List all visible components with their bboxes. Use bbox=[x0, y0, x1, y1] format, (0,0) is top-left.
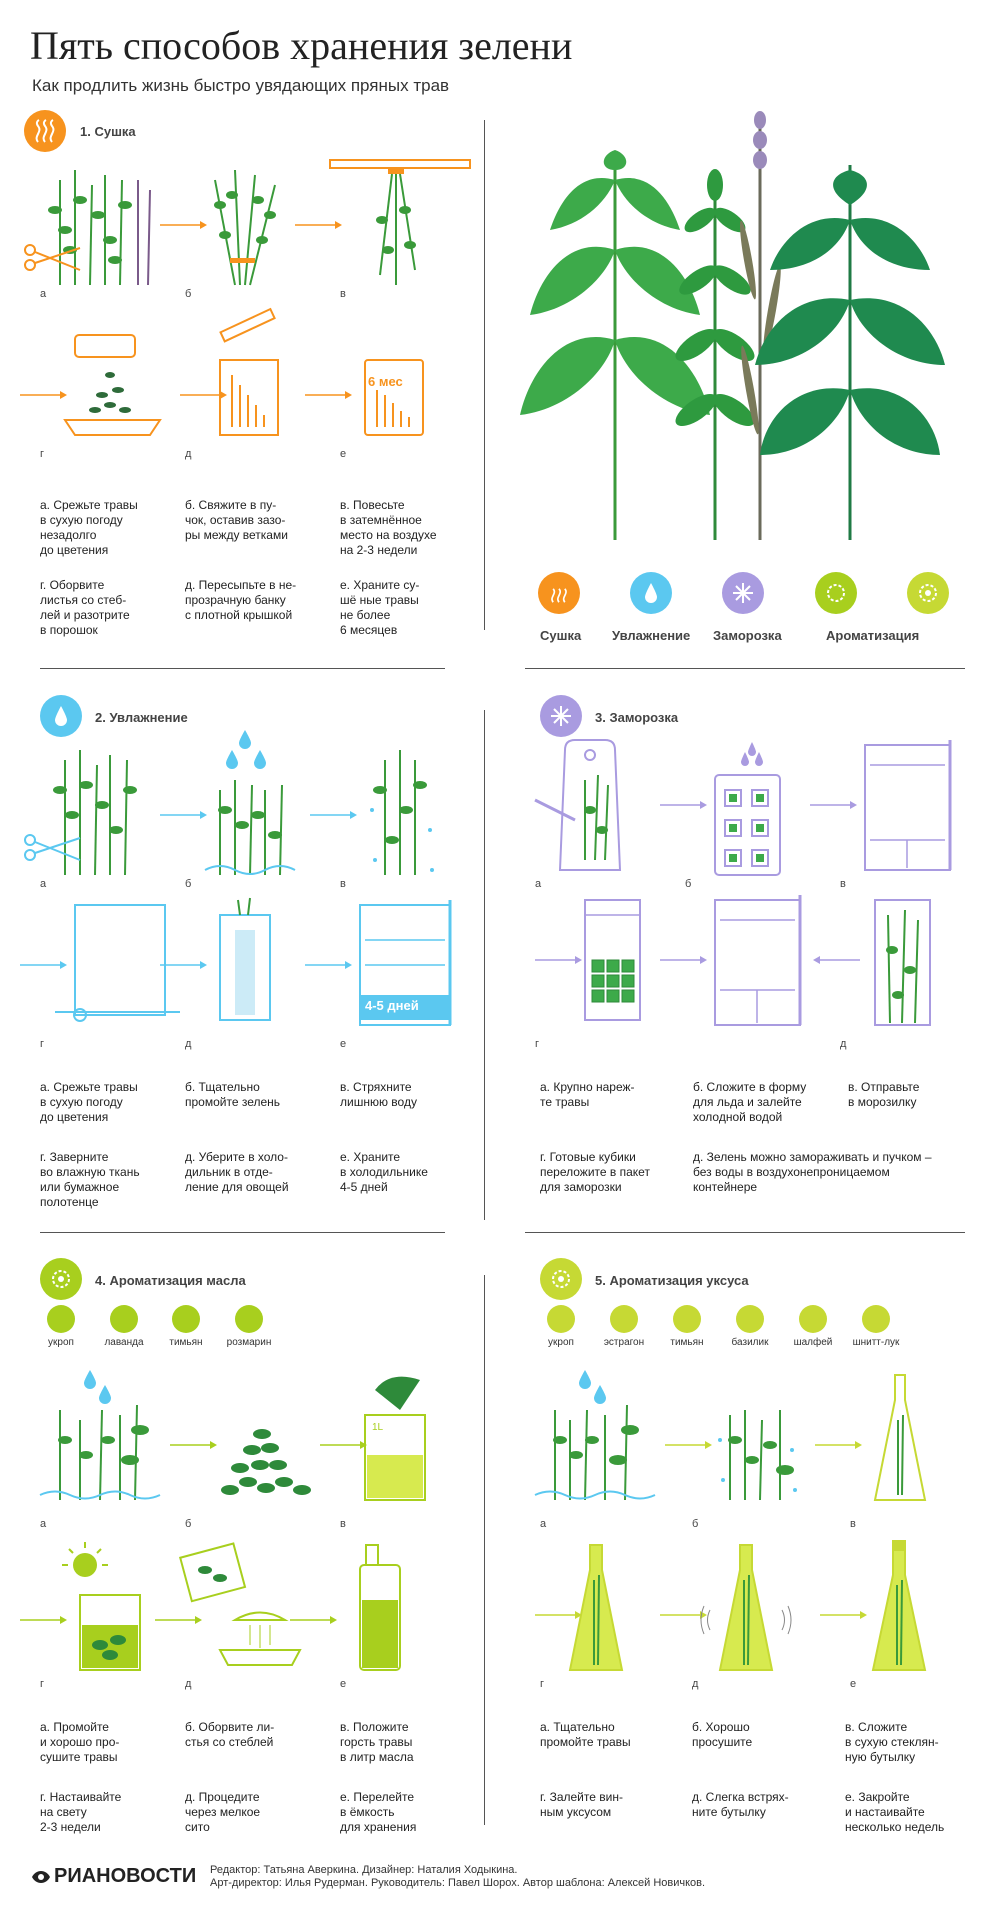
moisture-step-f-text: е. Храните в холодильнике 4-5 дней bbox=[340, 1150, 428, 1194]
fridge-duration-label: 4-5 дней bbox=[365, 998, 419, 1013]
step-label: в bbox=[340, 1518, 346, 1530]
step-label: а bbox=[40, 878, 47, 890]
section-title-vinegar: 5. Ароматизация уксуса bbox=[595, 1273, 749, 1288]
step-label: е bbox=[850, 1678, 857, 1690]
oil-step-f-text: е. Перелейте в ёмкость для хранения bbox=[340, 1790, 417, 1834]
vinegar-step-a-text: а. Тщательно промойте травы bbox=[540, 1720, 631, 1749]
jar-duration-label: 6 мес bbox=[368, 374, 403, 389]
oil-step-d-text: г. Настаивайте на свету 2-3 недели bbox=[40, 1790, 122, 1834]
freeze-step-e-text: д. Зелень можно замораживать и пучком – без воды в воздухонепроницаемом контейнере bbox=[693, 1150, 932, 1194]
vinegar-step-c-text: в. Сложите в сухую стеклян- ную бутылку bbox=[845, 1720, 939, 1764]
moisture-step-e-text: д. Уберите в холо- дильник в отде- ление для овощей bbox=[185, 1150, 289, 1194]
step-label: б bbox=[185, 288, 192, 300]
oil-step-e-text: д. Процедите через мелкое сито bbox=[185, 1790, 261, 1834]
step-label: д bbox=[692, 1678, 699, 1690]
herb-label: шалфей bbox=[793, 1337, 833, 1348]
legend-freeze: Заморозка bbox=[713, 628, 782, 643]
herb-thyme-icon bbox=[673, 1305, 701, 1333]
divider-h1 bbox=[40, 668, 445, 669]
oil-step-c-text: в. Положите горсть травы в литр масла bbox=[340, 1720, 414, 1764]
drying-step-c-text: в. Повесьте в затемнённое место на воздухе на 2-3 недели bbox=[340, 498, 437, 557]
herbs-hero-illustration bbox=[520, 110, 970, 550]
step-label: в bbox=[850, 1518, 856, 1530]
moisture-step-a-text: а. Срежьте травы в сухую погоду до цветения bbox=[40, 1080, 138, 1124]
step-label: г bbox=[40, 1678, 45, 1690]
divider-h2 bbox=[525, 668, 965, 669]
herb-label: розмарин bbox=[226, 1337, 272, 1348]
divider-h3 bbox=[40, 1232, 445, 1233]
step-label: г bbox=[40, 448, 45, 460]
legend-moisture: Увлажнение bbox=[612, 628, 691, 643]
herb-label: укроп bbox=[548, 1337, 574, 1348]
step-label: г bbox=[40, 1038, 45, 1050]
oil-illustration-row1 bbox=[20, 1370, 470, 1510]
moisture-illustration-row1 bbox=[20, 730, 470, 880]
aroma-vinegar-icon bbox=[540, 1258, 582, 1300]
vinegar-step-f-text: е. Закройте и настаивайте несколько недель bbox=[845, 1790, 945, 1834]
freeze-step-d-text: г. Готовые кубики переложите в пакет для заморозки bbox=[540, 1150, 650, 1194]
herb-thyme-icon bbox=[172, 1305, 200, 1333]
ria-logo bbox=[30, 1865, 196, 1888]
oil-step-a-text: а. Промойте и хорошо про- сушите травы bbox=[40, 1720, 120, 1764]
divider-v1 bbox=[484, 120, 485, 630]
footer-credits: Редактор: Татьяна Аверкина. Дизайнер: Наталия Ходыкина. Арт-директор: Илья Рудерман. Руководитель: Павел Шорох. Автор шаблона: Алексей Новичков. bbox=[210, 1864, 706, 1889]
herb-chives-icon bbox=[862, 1305, 890, 1333]
drying-icon bbox=[24, 110, 66, 152]
step-label: е bbox=[340, 448, 347, 460]
herb-sage-icon bbox=[799, 1305, 827, 1333]
drying-illustration-row1 bbox=[20, 160, 470, 290]
section-title-drying: 1. Сушка bbox=[80, 124, 136, 139]
step-label: а bbox=[535, 878, 542, 890]
freeze-icon bbox=[540, 695, 582, 737]
legend-moisture-icon bbox=[630, 572, 672, 614]
section-title-oil: 4. Ароматизация масла bbox=[95, 1273, 246, 1288]
page-title: Пять способов хранения зелени bbox=[30, 23, 573, 68]
step-label: в bbox=[340, 878, 346, 890]
step-label: б bbox=[692, 1518, 699, 1530]
herb-dill-icon bbox=[47, 1305, 75, 1333]
step-label: б bbox=[685, 878, 692, 890]
legend-aroma-icon-1 bbox=[815, 572, 857, 614]
legend-drying-icon bbox=[538, 572, 580, 614]
drying-step-a-text: а. Срежьте травы в сухую погоду незадолго до цветения bbox=[40, 498, 138, 557]
herb-label: тимьян bbox=[169, 1337, 203, 1348]
legend-drying: Сушка bbox=[540, 628, 582, 643]
drying-step-f-text: е. Храните су- шё ные травы не более 6 месяцев bbox=[340, 578, 420, 637]
aroma-oil-icon bbox=[40, 1258, 82, 1300]
step-label: а bbox=[540, 1518, 547, 1530]
vinegar-illustration-row2 bbox=[530, 1540, 970, 1680]
freeze-step-a-text: а. Крупно нареж- те травы bbox=[540, 1080, 635, 1109]
step-label: д bbox=[185, 448, 192, 460]
vinegar-illustration-row1 bbox=[530, 1370, 970, 1510]
herb-label: эстрагон bbox=[603, 1337, 645, 1348]
herb-label: шнитт-лук bbox=[852, 1337, 900, 1348]
step-label: г bbox=[535, 1038, 540, 1050]
step-label: г bbox=[540, 1678, 545, 1690]
herb-label: лаванда bbox=[104, 1337, 144, 1348]
legend-freeze-icon bbox=[722, 572, 764, 614]
section-title-moisture: 2. Увлажнение bbox=[95, 710, 188, 725]
step-label: д bbox=[840, 1038, 847, 1050]
herb-basil-icon bbox=[736, 1305, 764, 1333]
liter-label: 1L bbox=[372, 1422, 384, 1433]
moisture-step-b-text: б. Тщательно промойте зелень bbox=[185, 1080, 281, 1109]
herb-lavender-icon bbox=[110, 1305, 138, 1333]
oil-step-b-text: б. Оборвите ли- стья со стеблей bbox=[185, 1720, 275, 1749]
herb-label: базилик bbox=[731, 1337, 769, 1348]
page-subtitle: Как продлить жизнь быстро увядающих пряных трав bbox=[32, 76, 450, 95]
divider-h4 bbox=[525, 1232, 965, 1233]
divider-v3 bbox=[484, 1275, 485, 1825]
vinegar-step-e-text: д. Слегка встрях- ните бутылку bbox=[692, 1790, 789, 1819]
herb-tarragon-icon bbox=[610, 1305, 638, 1333]
freeze-illustration-row2 bbox=[530, 890, 970, 1030]
moisture-step-d-text: г. Заверните во влажную ткань или бумажное полотенце bbox=[40, 1150, 140, 1209]
herb-label: тимьян bbox=[670, 1337, 704, 1348]
step-label: б bbox=[185, 878, 192, 890]
drying-step-d-text: г. Оборвите листья со стеб- лей и разотрите в порошок bbox=[40, 578, 130, 637]
vinegar-step-b-text: б. Хорошо просушите bbox=[692, 1720, 753, 1749]
herb-rosemary-icon bbox=[235, 1305, 263, 1333]
legend-aroma-icon-2 bbox=[907, 572, 949, 614]
step-label: б bbox=[185, 1518, 192, 1530]
legend-aroma: Ароматизация bbox=[826, 628, 920, 643]
step-label: е bbox=[340, 1678, 347, 1690]
vinegar-step-d-text: г. Залейте вин- ным уксусом bbox=[540, 1790, 623, 1819]
step-label: а bbox=[40, 1518, 47, 1530]
step-label: в bbox=[840, 878, 846, 890]
freeze-illustration-row1 bbox=[530, 740, 970, 880]
step-label: а bbox=[40, 288, 47, 300]
freeze-step-c-text: в. Отправьте в морозилку bbox=[848, 1080, 920, 1109]
herb-label: укроп bbox=[48, 1337, 74, 1348]
moisture-step-c-text: в. Стряхните лишнюю воду bbox=[340, 1080, 417, 1109]
divider-v2 bbox=[484, 710, 485, 1220]
step-label: д bbox=[185, 1038, 192, 1050]
section-title-freeze: 3. Заморозка bbox=[595, 710, 679, 725]
freeze-step-b-text: б. Сложите в форму для льда и залейте холодной водой bbox=[693, 1080, 807, 1124]
logo-text: РИАНОВОСТИ bbox=[54, 1865, 197, 1887]
step-label: е bbox=[340, 1038, 347, 1050]
drying-step-b-text: б. Свяжите в пу- чок, оставив зазо- ры между ветками bbox=[185, 498, 288, 542]
step-label: в bbox=[340, 288, 346, 300]
oil-illustration-row2 bbox=[20, 1540, 470, 1680]
drying-step-e-text: д. Пересыпьте в не- прозрачную банку с плотной крышкой bbox=[185, 578, 297, 622]
herb-dill-icon bbox=[547, 1305, 575, 1333]
step-label: д bbox=[185, 1678, 192, 1690]
